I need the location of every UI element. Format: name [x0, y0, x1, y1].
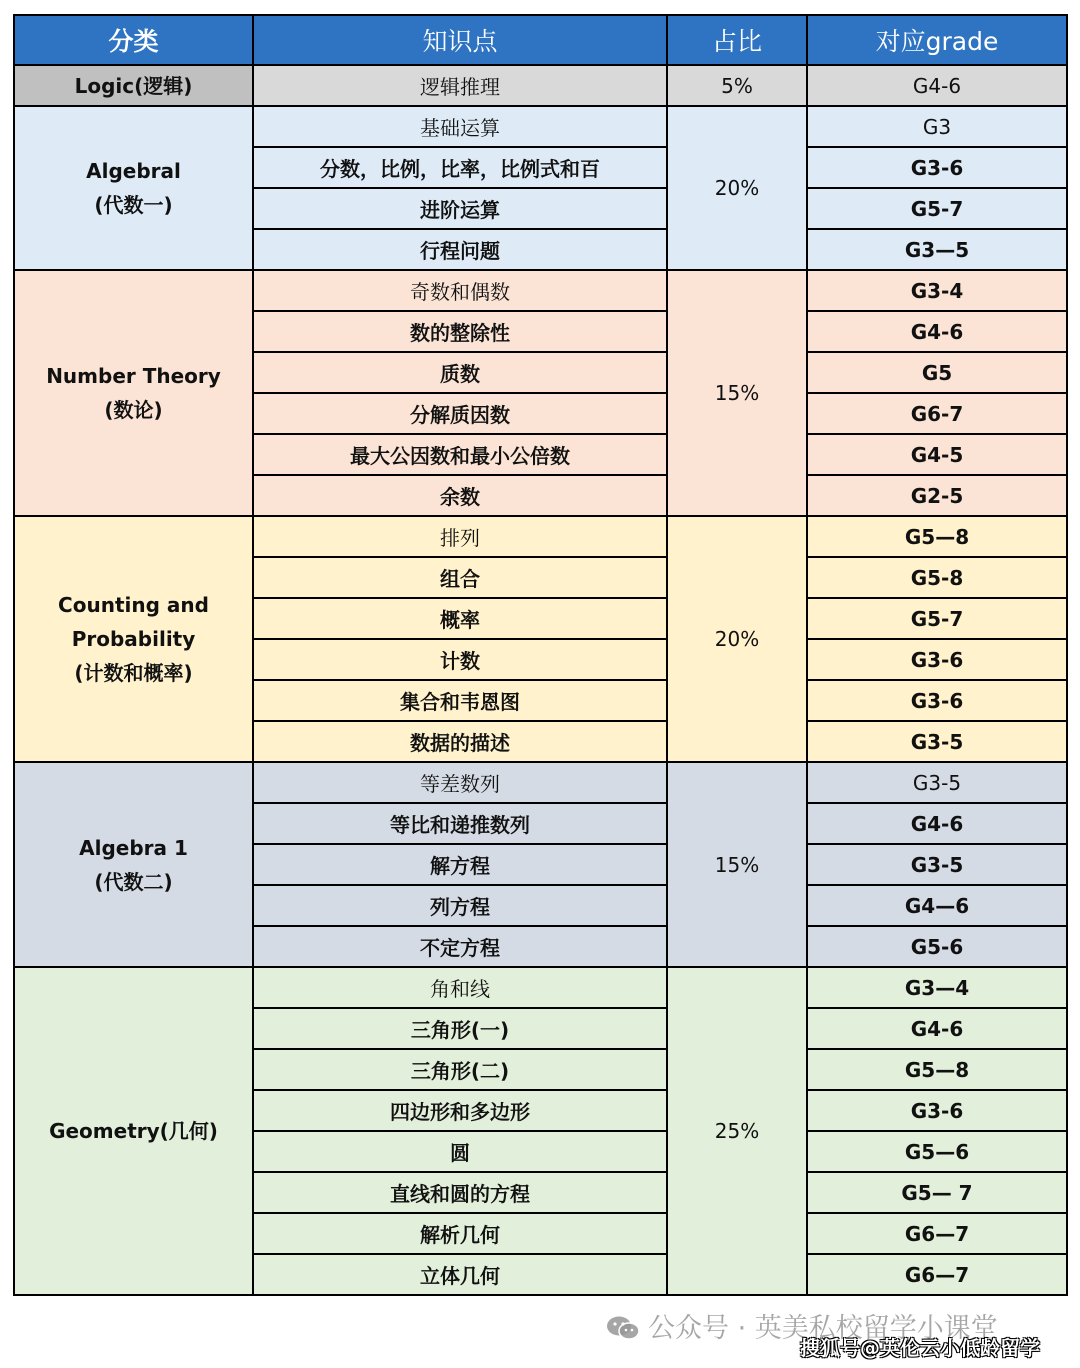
category-name-en: Algebra 1	[79, 835, 188, 860]
grade-cell: G3-5	[807, 844, 1067, 885]
table-row	[14, 106, 1067, 147]
topic-cell: 奇数和偶数	[253, 270, 667, 311]
grade-cell: G4-6	[807, 65, 1067, 106]
percentage-cell: 15%	[667, 762, 807, 967]
table-row	[14, 762, 1067, 803]
category-name-en: Number Theory	[46, 364, 221, 388]
grade-cell: G3-6	[807, 1090, 1067, 1131]
grade-cell: G3-4	[807, 270, 1067, 311]
grade-cell: G3-6	[807, 639, 1067, 680]
topic-cell: 四边形和多边形	[253, 1090, 667, 1131]
grade-cell: G4-6	[807, 803, 1067, 844]
grade-cell: G5-7	[807, 598, 1067, 639]
grade-cell: G3—5	[807, 229, 1067, 270]
table-row	[14, 967, 1067, 1008]
wechat-watermark-text: 公众号 · 英美私校留学小课堂	[648, 1313, 998, 1344]
grade-cell: G5-7	[807, 188, 1067, 229]
topic-cell: 列方程	[253, 885, 667, 926]
grade-cell: G4-6	[807, 1008, 1067, 1049]
grade-cell: G4-5	[807, 434, 1067, 475]
header-grade: 对应grade	[807, 15, 1067, 65]
table-row	[14, 516, 1067, 557]
wechat-icon	[606, 1315, 640, 1341]
curriculum-table	[13, 14, 1068, 1296]
topic-cell: 计数	[253, 639, 667, 680]
grade-cell: G5—8	[807, 516, 1067, 557]
topic-cell: 等差数列	[253, 762, 667, 803]
header-row	[14, 15, 1067, 65]
topic-cell: 解方程	[253, 844, 667, 885]
grade-cell: G6—7	[807, 1213, 1067, 1254]
percentage-cell: 15%	[667, 270, 807, 516]
grade-cell: G5— 7	[807, 1172, 1067, 1213]
topic-cell: 行程问题	[253, 229, 667, 270]
category-number-theory	[14, 270, 253, 516]
topic-cell: 立体几何	[253, 1254, 667, 1295]
percentage-cell: 20%	[667, 516, 807, 762]
topic-cell: 数据的描述	[253, 721, 667, 762]
grade-cell: G6—7	[807, 1254, 1067, 1295]
topic-cell: 进阶运算	[253, 188, 667, 229]
percentage-cell: 20%	[667, 106, 807, 270]
topic-cell: 组合	[253, 557, 667, 598]
category-name-en: Algebral	[86, 159, 181, 183]
category-name-zh: (数论)	[104, 398, 163, 422]
grade-cell: G3-6	[807, 680, 1067, 721]
category-algebra-1	[14, 762, 253, 967]
topic-cell: 集合和韦恩图	[253, 680, 667, 721]
topic-cell: 角和线	[253, 967, 667, 1008]
sohu-watermark: 搜狐号@英伦云小低龄留学	[800, 1336, 1040, 1360]
topic-cell: 基础运算	[253, 106, 667, 147]
grade-cell: G3—4	[807, 967, 1067, 1008]
category-name-en-2: Probability	[71, 627, 196, 651]
category-counting-probability	[14, 516, 253, 762]
category-algebra	[14, 106, 253, 270]
grade-cell: G5-6	[807, 926, 1067, 967]
grade-cell: G3-6	[807, 147, 1067, 188]
grade-cell: G3-5	[807, 721, 1067, 762]
header-percentage: 占比	[667, 15, 807, 65]
topic-cell: 余数	[253, 475, 667, 516]
category-name-zh: (计数和概率)	[74, 661, 193, 685]
grade-cell: G3	[807, 106, 1067, 147]
grade-cell: G3-5	[807, 762, 1067, 803]
topic-cell: 分数，比例，比率，比例式和百	[253, 147, 667, 188]
topic-cell: 三角形(二)	[253, 1049, 667, 1090]
topic-cell: 排列	[253, 516, 667, 557]
grade-cell: G6-7	[807, 393, 1067, 434]
topic-cell: 解析几何	[253, 1213, 667, 1254]
topic-cell: 不定方程	[253, 926, 667, 967]
topic-cell: 等比和递推数列	[253, 803, 667, 844]
percentage-cell: 5%	[667, 65, 807, 106]
category-logic: Logic(逻辑)	[14, 65, 253, 106]
topic-cell: 三角形(一)	[253, 1008, 667, 1049]
grade-cell: G5-8	[807, 557, 1067, 598]
table-row	[14, 65, 1067, 106]
category-name-zh: (代数一)	[94, 193, 173, 217]
grade-cell: G2-5	[807, 475, 1067, 516]
percentage-cell: 25%	[667, 967, 807, 1295]
topic-cell: 质数	[253, 352, 667, 393]
category-geometry: Geometry(几何)	[14, 967, 253, 1295]
header-category: 分类	[14, 15, 253, 65]
topic-cell: 圆	[253, 1131, 667, 1172]
table-row	[14, 270, 1067, 311]
grade-cell: G5—6	[807, 1131, 1067, 1172]
grade-cell: G5—8	[807, 1049, 1067, 1090]
topic-cell: 直线和圆的方程	[253, 1172, 667, 1213]
category-name-en: Counting and	[58, 593, 209, 617]
grade-cell: G4—6	[807, 885, 1067, 926]
category-name-zh: (代数二)	[94, 869, 173, 894]
header-topic: 知识点	[253, 15, 667, 65]
topic-cell: 逻辑推理	[253, 65, 667, 106]
topic-cell: 分解质因数	[253, 393, 667, 434]
topic-cell: 最大公因数和最小公倍数	[253, 434, 667, 475]
topic-cell: 概率	[253, 598, 667, 639]
grade-cell: G5	[807, 352, 1067, 393]
topic-cell: 数的整除性	[253, 311, 667, 352]
grade-cell: G4-6	[807, 311, 1067, 352]
